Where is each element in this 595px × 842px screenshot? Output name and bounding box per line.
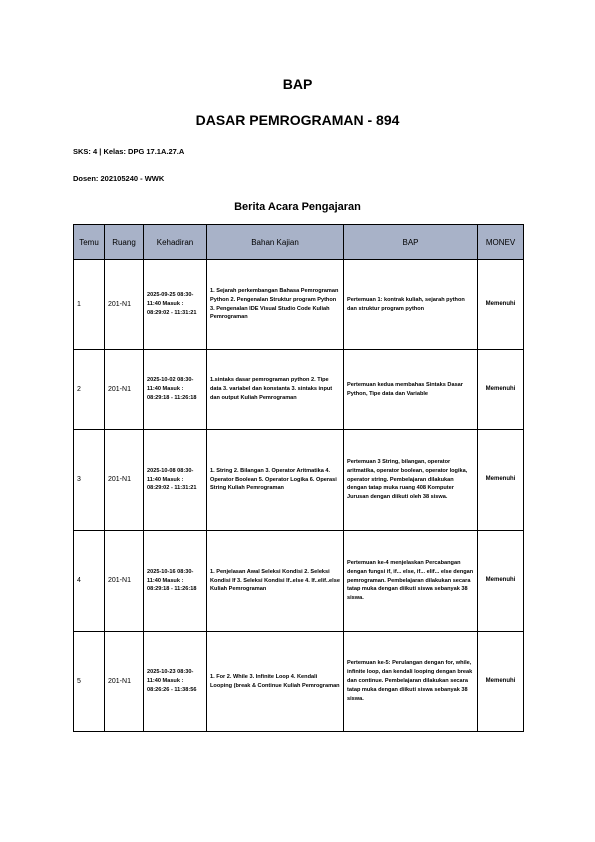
- cell-kehadiran: 2025-10-08 08:30-11:40 Masuk : 08:29:02 - 11:31:21: [144, 430, 207, 531]
- cell-monev: Memenuhi: [478, 531, 524, 632]
- cell-bap: Pertemuan ke-5: Perulangan dengan for, while, infinite loop, dan kendali looping dengan break dan continue. Pembelajaran dilakukan secara tatap muka dengan diikuti siswa sebanyak 38 siswa.: [344, 632, 478, 732]
- sks-kelas-info: SKS: 4 | Kelas: DPG 17.1A.27.A: [73, 147, 185, 156]
- cell-ruang: 201-N1: [105, 531, 144, 632]
- cell-ruang: 201-N1: [105, 632, 144, 732]
- cell-bahan-kajian: 1. For 2. While 3. Infinite Loop 4. Kendali Looping (break & Continue Kuliah Pemrograman: [207, 632, 344, 732]
- cell-bahan-kajian: 1. Penjelasan Awal Seleksi Kondisi 2. Seleksi Kondisi If 3. Seleksi Kondisi If..else 4. If..elif..else Kuliah Pemrograman: [207, 531, 344, 632]
- table-header-row: [74, 225, 524, 260]
- cell-bap: Pertemuan 3 String, bilangan, operator aritmatika, operator boolean, operator logika, operator string. Pembelajaran dilakukan dengan tatap muka ruang 408 Komputer Jurusan dengan diikuti oleh 38 siswa.: [344, 430, 478, 531]
- table-row: [74, 531, 524, 632]
- column-header-bap: BAP: [344, 225, 478, 260]
- cell-bahan-kajian: 1. Sejarah perkembangan Bahasa Pemrograman Python 2. Pengenalan Struktur program Python 3. Pengenalan IDE Visual Studio Code Kuliah Pemrograman: [207, 260, 344, 350]
- cell-kehadiran: 2025-10-16 08:30-11:40 Masuk : 08:29:18 - 11:26:18: [144, 531, 207, 632]
- cell-bahan-kajian: 1.sintaks dasar pemrograman python 2. Tipe data 3. variabel dan konstanta 3. sintaks input dan output Kuliah Pemrograman: [207, 350, 344, 430]
- cell-bahan-kajian: 1. String 2. Bilangan 3. Operator Aritmatika 4. Operator Boolean 5. Operator Logika 6. Operasi String Kuliah Pemrograman: [207, 430, 344, 531]
- cell-temu: 4: [74, 531, 105, 632]
- column-header-temu: Temu: [74, 225, 105, 260]
- cell-ruang: 201-N1: [105, 260, 144, 350]
- cell-monev: Memenuhi: [478, 632, 524, 732]
- cell-bap: Pertemuan ke-4 menjelaskan Percabangan dengan fungsi if, if... else, if... elif... else dengan pemrograman. Pembelajaran dilakukan secara tatap muka dengan diikuti siswa sebanyak 38 siswa.: [344, 531, 478, 632]
- cell-bap: Pertemuan kedua membahas Sintaks Dasar Python, Tipe data dan Variable: [344, 350, 478, 430]
- cell-kehadiran: 2025-09-25 08:30-11:40 Masuk : 08:29:02 - 11:31:21: [144, 260, 207, 350]
- cell-temu: 3: [74, 430, 105, 531]
- section-title: Berita Acara Pengajaran: [234, 201, 361, 213]
- cell-bap: Pertemuan 1: kontrak kuliah, sejarah python dan struktur program python: [344, 260, 478, 350]
- cell-kehadiran: 2025-10-02 08:30-11:40 Masuk : 08:29:18 - 11:26:18: [144, 350, 207, 430]
- table-row: [74, 632, 524, 732]
- cell-ruang: 201-N1: [105, 430, 144, 531]
- column-header-monev: MONEV: [478, 225, 524, 260]
- dosen-info: Dosen: 202105240 - WWK: [73, 174, 165, 183]
- cell-monev: Memenuhi: [478, 430, 524, 531]
- table-row: [74, 350, 524, 430]
- table-row: [74, 430, 524, 531]
- course-title: DASAR PEMROGRAMAN - 894: [195, 112, 400, 128]
- column-header-kehadiran: Kehadiran: [144, 225, 207, 260]
- cell-monev: Memenuhi: [478, 350, 524, 430]
- cell-kehadiran: 2025-10-23 08:30-11:40 Masuk : 08:26:26 - 11:38:56: [144, 632, 207, 732]
- column-header-bahan-kajian: Bahan Kajian: [207, 225, 344, 260]
- document-title: BAP: [282, 76, 313, 92]
- cell-temu: 5: [74, 632, 105, 732]
- cell-temu: 2: [74, 350, 105, 430]
- cell-ruang: 201-N1: [105, 350, 144, 430]
- column-header-ruang: Ruang: [105, 225, 144, 260]
- cell-monev: Memenuhi: [478, 260, 524, 350]
- bap-table: [73, 224, 524, 732]
- cell-temu: 1: [74, 260, 105, 350]
- table-row: [74, 260, 524, 350]
